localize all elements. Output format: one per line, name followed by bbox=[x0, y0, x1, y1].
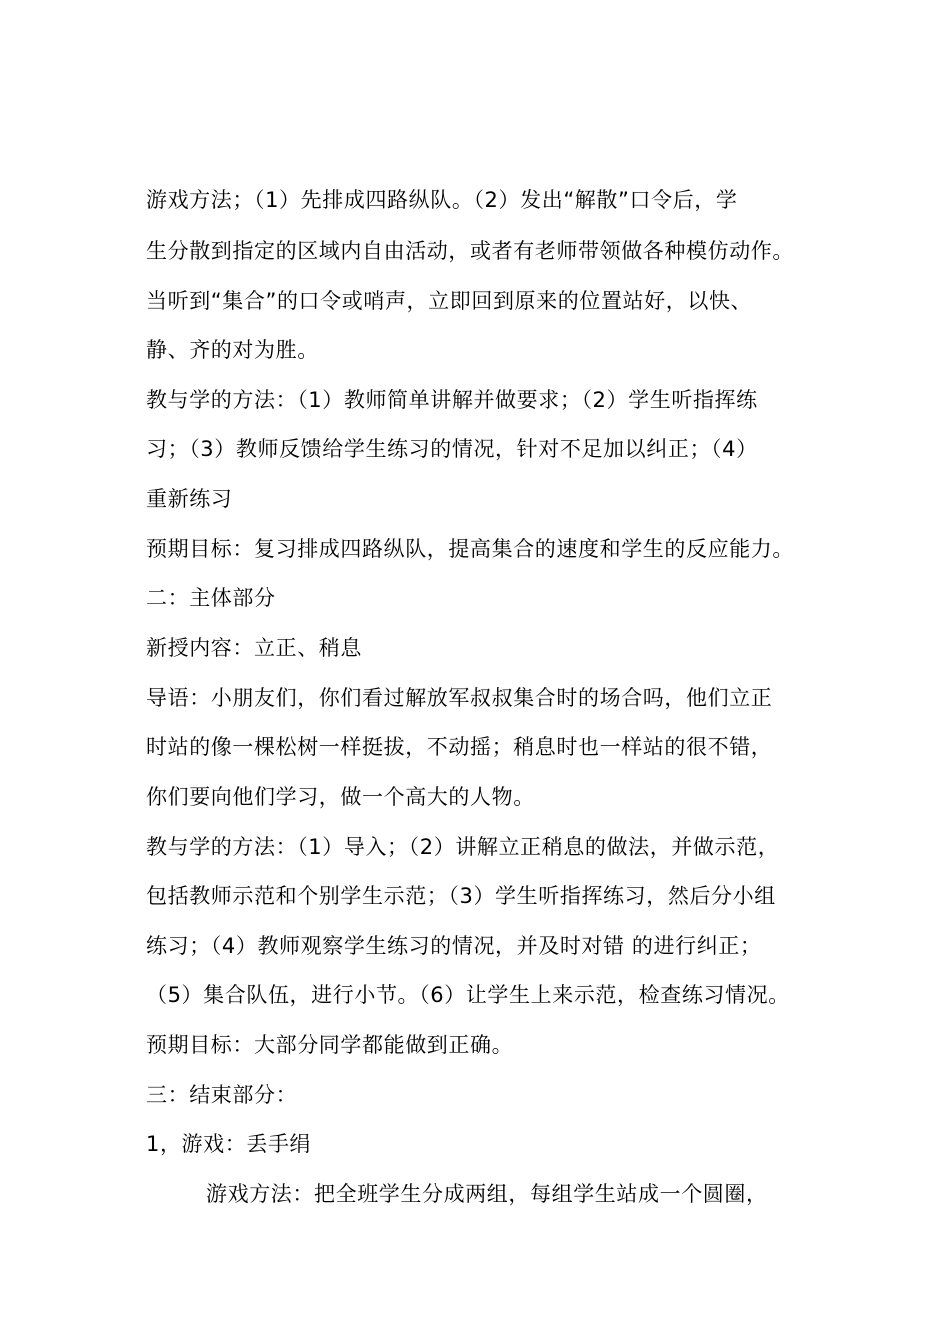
text-line: 预期目标：复习排成四路纵队，提高集合的速度和学生的反应能力。 bbox=[146, 537, 794, 561]
text-line: 重新练习 bbox=[146, 487, 233, 511]
section-heading: 二：主体部分 bbox=[146, 586, 276, 610]
text-line: 教与学的方法：（1）导入；（2）讲解立正稍息的做法，并做示范， bbox=[146, 835, 780, 859]
text-line: 导语：小朋友们，你们看过解放军叔叔集合时的场合吗，他们立正 bbox=[146, 686, 773, 710]
text-line: （5）集合队伍，进行小节。（6）让学生上来示范，检查练习情况。 bbox=[146, 983, 790, 1007]
text-line: 当听到“集合”的口令或哨声，立即回到原来的位置站好，以快、 bbox=[146, 289, 753, 313]
text-line: 教与学的方法：（1）教师简单讲解并做要求；（2）学生听指挥练 bbox=[146, 388, 758, 412]
text-line: 预期目标：大部分同学都能做到正确。 bbox=[146, 1033, 514, 1057]
text-line: 1，游戏：丢手绢 bbox=[146, 1132, 312, 1156]
text-line: 生分散到指定的区域内自由活动，或者有老师带领做各种模仿动作。 bbox=[146, 239, 794, 263]
text-line: 时站的像一棵松树一样挺拔，不动摇；稍息时也一样站的很不错， bbox=[146, 735, 773, 759]
section-heading: 三：结束部分： bbox=[146, 1083, 298, 1107]
text-line: 新授内容：立正、稍息 bbox=[146, 636, 362, 660]
text-line: 你们要向他们学习，做一个高大的人物。 bbox=[146, 785, 535, 809]
text-line: 习；（3）教师反馈给学生练习的情况，针对不足加以纠正；（4） bbox=[146, 437, 758, 461]
text-line: 游戏方法；（1）先排成四路纵队。（2）发出“解散”口令后，学 bbox=[146, 188, 738, 212]
text-line: 练习；（4）教师观察学生练习的情况，并及时对错 的进行纠正； bbox=[146, 934, 762, 958]
text-line: 包括教师示范和个别学生示范；（3）学生听指挥练习，然后分小组 bbox=[146, 884, 776, 908]
text-line: 静、齐的对为胜。 bbox=[146, 338, 319, 362]
text-line-indented: 游戏方法：把全班学生分成两组，每组学生站成一个圆圈， bbox=[206, 1182, 768, 1206]
